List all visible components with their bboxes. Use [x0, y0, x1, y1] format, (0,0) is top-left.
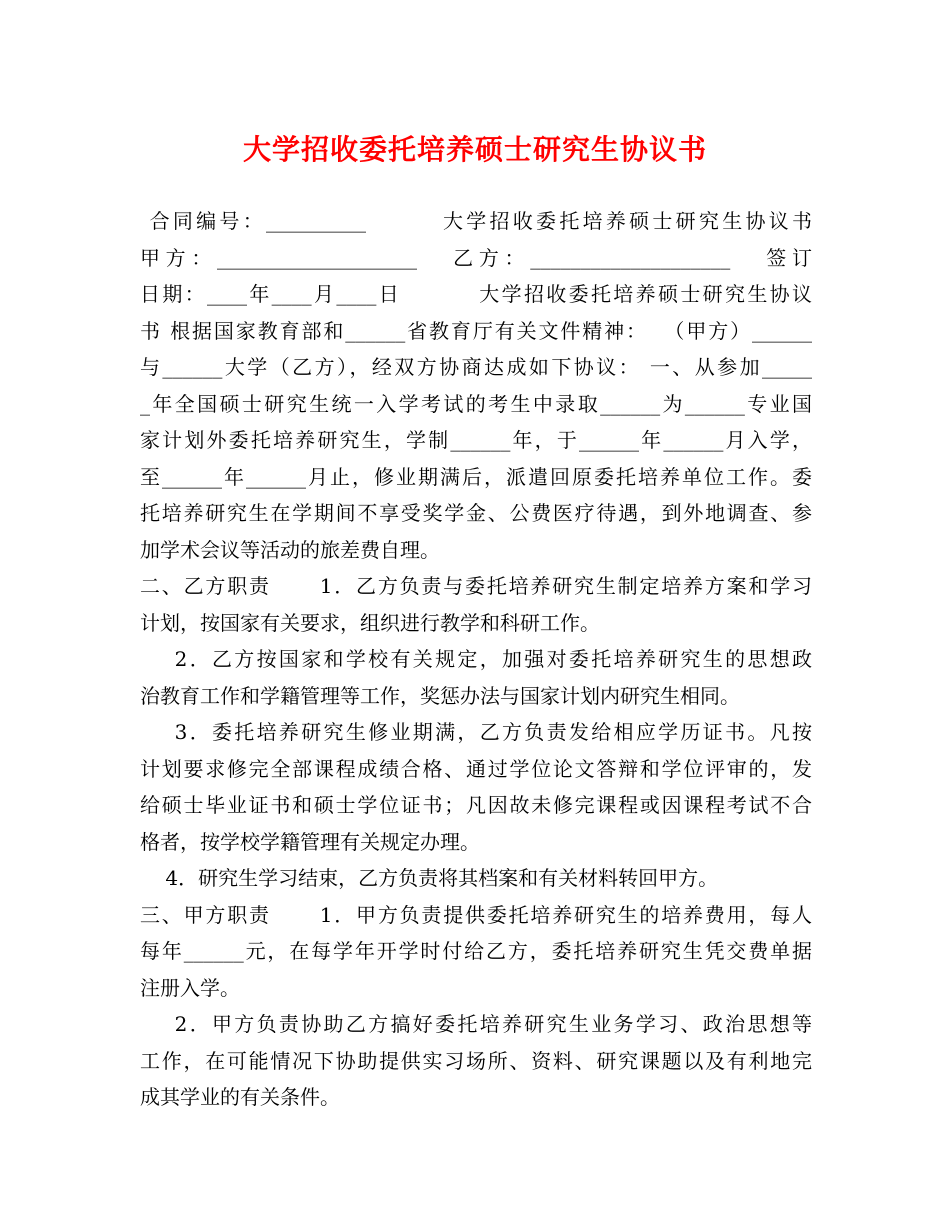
document-body — [140, 203, 812, 1116]
document-line: 格者，按学校学籍管理有关规定办理。 — [140, 829, 480, 854]
document-line: 成其学业的有关条件。 — [140, 1085, 340, 1109]
document-line: 三、甲方职责 1．甲方负责提供委托培养研究生的培养费用，每人 — [140, 902, 812, 927]
document-line: 家计划外委托培养研究生，学制______年，于______年______月入学， — [140, 428, 812, 452]
document-line: 计划，按国家有关要求，组织进行教学和科研工作。 — [140, 610, 600, 635]
document-line: 每年______元，在每学年开学时付给乙方，委托培养研究生凭交费单据 — [140, 939, 812, 963]
document-line: 2．甲方负责协助乙方搞好委托培养研究生业务学习、政治思想等 — [140, 1012, 812, 1036]
document-line: 加学术会议等活动的旅差费自理。 — [140, 537, 440, 562]
document-line: 日期：____年____月____日 大学招收委托培养硕士研究生协议 — [140, 282, 812, 306]
document-line: 注册入学。 — [140, 975, 240, 1000]
document-line: 托培养研究生在学期间不享受奖学金、公费医疗待遇，到外地调查、参 — [140, 501, 812, 525]
document-line: 工作，在可能情况下协助提供实习场所、资料、研究课题以及有利地完 — [140, 1048, 812, 1073]
document-line: 与______大学（乙方），经双方协商达成如下协议： 一、从参加_____ — [140, 355, 812, 379]
document-title: 大学招收委托培养硕士研究生协议书 — [242, 133, 707, 166]
document-line: 至______年______月止，修业期满后，派遣回原委托培养单位工作。委 — [140, 464, 812, 489]
document-line: 3．委托培养研究生修业期满，乙方负责发给相应学历证书。凡按 — [140, 720, 812, 744]
document-line: 计划要求修完全部课程成绩合格、通过学位论文答辩和学位评审的，发 — [140, 756, 812, 781]
document-line: 甲方：____________________ 乙方：____________________ 签订 — [140, 245, 812, 270]
document-line: _年全国硕士研究生统一入学考试的考生中录取______为______专业国 — [140, 391, 812, 416]
document-line: 给硕士毕业证书和硕士学位证书；凡因故未修完课程或因课程考试不合 — [140, 793, 812, 817]
document-line: 治教育工作和学籍管理等工作，奖惩办法与国家计划内研究生相同。 — [140, 683, 740, 708]
document-line: 合同编号：__________ 大学招收委托培养硕士研究生协议书 — [140, 209, 812, 233]
document-line: 4．研究生学习结束，乙方负责将其档案和有关材料转回甲方。 — [140, 866, 719, 890]
document-line: 书 根据国家教育部和______省教育厅有关文件精神： （甲方）______ — [140, 318, 812, 343]
document-line: 2．乙方按国家和学校有关规定，加强对委托培养研究生的思想政 — [140, 647, 812, 671]
document-line: 二、乙方职责 1．乙方负责与委托培养研究生制定培养方案和学习 — [140, 574, 812, 598]
